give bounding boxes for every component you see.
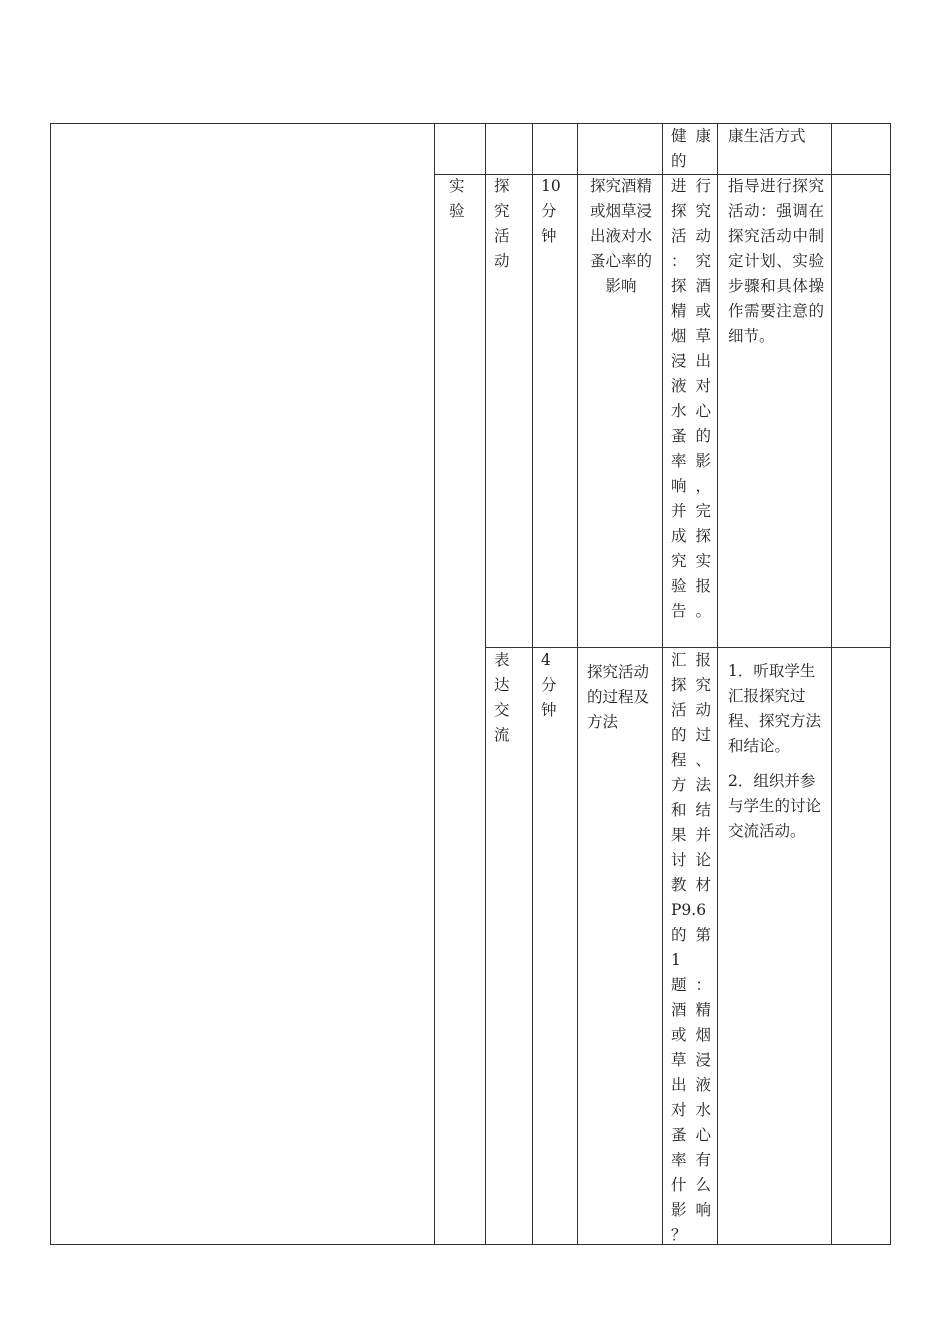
row2-teacher-activity (728, 659, 824, 854)
student-activity-line: 率影 (671, 452, 711, 470)
teacher-item-1: 1．听取学生汇报探究过程、探究方法和结论。 (728, 662, 822, 755)
row1-student-activity (671, 174, 711, 624)
student-activity-line: 影响 (671, 1201, 711, 1219)
lesson-plan-table (50, 123, 891, 1245)
student-activity-line: 探究 (671, 202, 711, 220)
student-activity-line: 活动 (671, 701, 711, 719)
student-activity-line: 程、 (671, 751, 711, 769)
student-activity-line: 验报 (671, 577, 711, 595)
student-activity-line: 教材 (671, 876, 711, 894)
student-activity-line: 什么 (671, 1176, 711, 1194)
student-activity-line: 烟草 (671, 327, 711, 345)
student-activity-line: 进行 (671, 177, 711, 195)
student-activity-line: 方法 (671, 776, 711, 794)
col-divider (662, 124, 663, 1244)
student-activity-line: 究实 (671, 552, 711, 570)
student-activity-line: 水心 (671, 402, 711, 420)
row1-time: 10分钟 (541, 177, 561, 245)
teacher-item-2: 2．组织并参与学生的讨论交流活动。 (728, 772, 822, 840)
student-activity-line: 题： (671, 976, 711, 994)
student-activity-line: 汇报 (671, 651, 711, 669)
student-activity-line: 探究 (671, 676, 711, 694)
stage-label: 实验 (449, 177, 465, 220)
col-divider (831, 124, 832, 1244)
student-activity-line: 酒精 (671, 1001, 711, 1019)
student-activity-line: 的第 (671, 926, 711, 944)
student-activity-line: 的过 (671, 726, 711, 744)
student-activity-line: ？ (671, 1226, 687, 1244)
student-activity-line: 探酒 (671, 277, 711, 295)
student-activity-line: P9.6 (671, 901, 707, 919)
student-activity-line: 出液 (671, 1076, 711, 1094)
student-activity-line: 告。 (671, 602, 711, 620)
col-divider (434, 124, 435, 1244)
col-divider (717, 124, 718, 1244)
student-activity-line: 精或 (671, 302, 711, 320)
col-divider (532, 124, 533, 1244)
student-activity-line: 蚤心 (671, 1126, 711, 1144)
row1-step: 探究活动 (494, 177, 510, 270)
student-activity-line: 1 (671, 951, 681, 969)
student-activity-line: 对水 (671, 1101, 711, 1119)
student-activity-line: ：究 (671, 252, 711, 270)
student-activity-line: 活动 (671, 227, 711, 245)
row1-content: 探究酒精或烟草浸出液对水蚤心率的影响 (589, 177, 652, 295)
row2-step: 表达交流 (494, 651, 510, 744)
student-activity-line: 和结 (671, 801, 711, 819)
top-row-student-cell: 健康 的 (671, 127, 711, 170)
student-activity-line: 或烟 (671, 1026, 711, 1044)
student-activity-line: 果并 (671, 826, 711, 844)
student-activity-line: 蚤的 (671, 427, 711, 445)
student-activity-line: 响， (671, 477, 711, 495)
student-activity-line: 浸出 (671, 352, 711, 370)
student-activity-line: 草浸 (671, 1051, 711, 1069)
row2-student-activity (671, 648, 711, 1248)
student-activity-line: 成探 (671, 527, 711, 545)
row1-teacher-activity: 指导进行探究活动：强调在探究活动中制定计划、实验步骤和具体操作需要注意的细节。 (728, 177, 824, 345)
student-activity-line: 讨论 (671, 851, 711, 869)
top-row-teacher-cell: 康生活方式 (728, 127, 806, 145)
col-divider (577, 124, 578, 1244)
student-activity-line: 并完 (671, 502, 711, 520)
col-divider (485, 124, 486, 1244)
row2-content: 探究活动的过程及方法 (587, 663, 650, 731)
student-activity-line: 液对 (671, 377, 711, 395)
row2-time: 4分钟 (541, 651, 557, 719)
student-activity-line: 率有 (671, 1151, 711, 1169)
